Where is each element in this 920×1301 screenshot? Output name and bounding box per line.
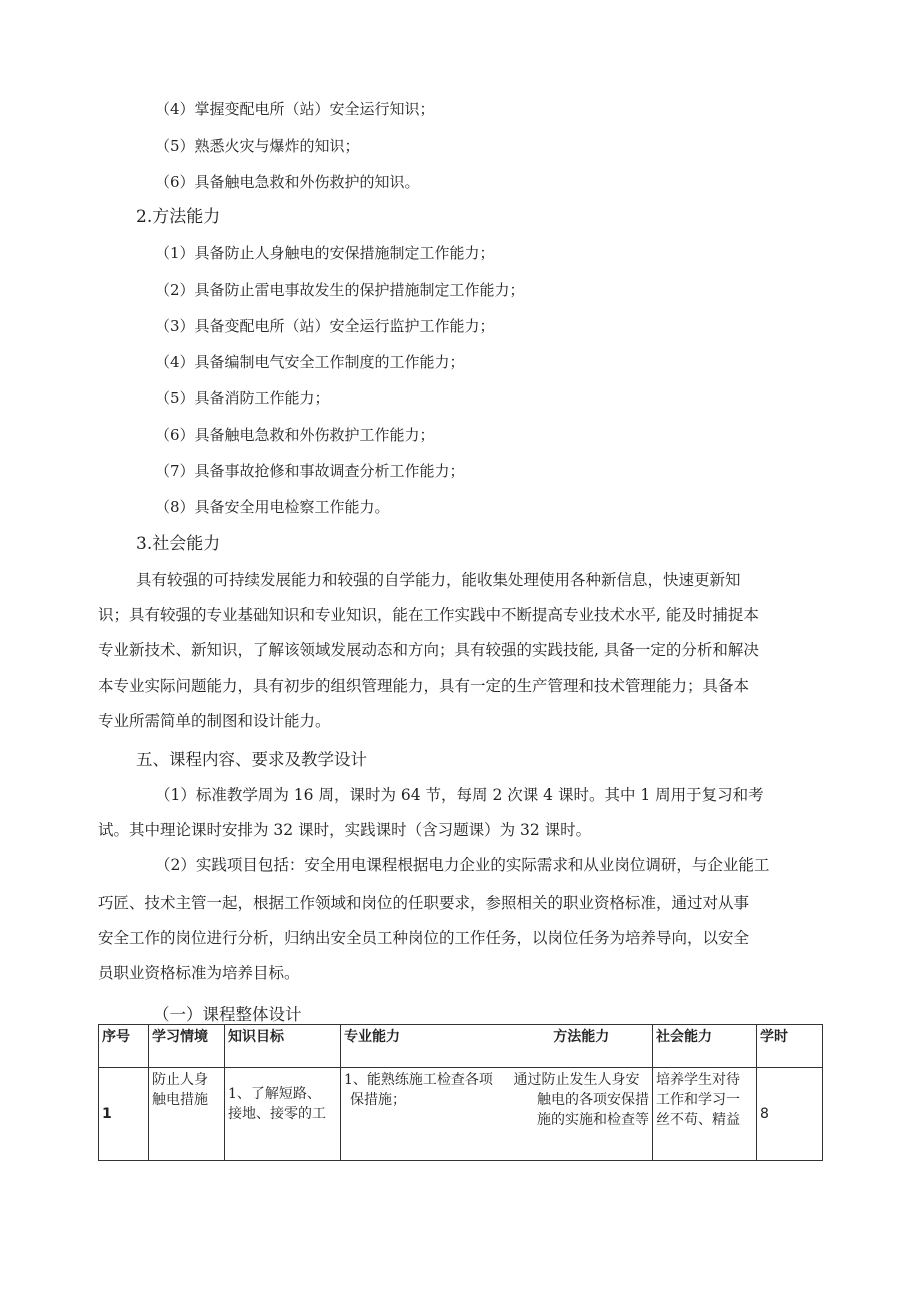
knowledge-item-6: （6）具备触电急救和外伤救护的知识。	[155, 173, 420, 191]
social-paragraph-line-5: 专业所需简单的制图和设计能力。	[98, 712, 331, 730]
para2-line-2: 巧匠、技术主管一起，根据工作领域和岗位的任职要求，参照相关的职业资格标准，通过对从事	[98, 894, 750, 912]
cell-situation	[149, 1068, 225, 1161]
para2-line-3: 安全工作的岗位进行分析，归纳出安全员工种岗位的工作任务，以岗位任务为培养导向，以安全	[98, 929, 750, 947]
method-item-2: （2）具备防止雷电事故发生的保护措施制定工作能力；	[155, 281, 525, 299]
social-paragraph-line-4: 本专业实际问题能力，具有初步的组织管理能力，具有一定的生产管理和技术管理能力；具备本	[98, 677, 750, 695]
para2-line-1: （2）实践项目包括：安全用电课程根据电力企业的实际需求和从业岗位调研，与企业能工	[155, 856, 770, 874]
cell-social-line-1: 培养学生对待	[656, 1072, 740, 1088]
header-situation: 学习情境	[149, 1025, 225, 1068]
cell-professional-line-1: 1、能熟练施工检查各项	[344, 1072, 493, 1088]
method-item-7: （7）具备事故抢修和事故调查分析工作能力；	[155, 462, 465, 480]
method-ability-heading: 2.方法能力	[136, 207, 221, 227]
para1-line-1: （1）标准教学周为 16 周，课时为 64 节，每周 2 次课 4 课时。其中 1 周用于复习和考	[155, 786, 764, 804]
cell-knowledge	[225, 1068, 341, 1161]
cell-method-line-2: 触电的各项安保措	[537, 1092, 649, 1108]
header-professional: 专业能力	[341, 1025, 511, 1068]
cell-social-line-3: 丝不苟、精益	[656, 1112, 740, 1128]
method-item-1: （1）具备防止人身触电的安保措施制定工作能力；	[155, 244, 495, 262]
cell-knowledge-line-1: 1、了解短路、	[228, 1086, 321, 1102]
course-design-heading: （一）课程整体设计	[153, 1005, 302, 1024]
cell-situation-line-2: 触电措施	[152, 1092, 208, 1108]
para2-line-4: 员职业资格标准为培养目标。	[98, 964, 300, 982]
section-5-heading: 五、课程内容、要求及教学设计	[136, 750, 367, 769]
cell-professional	[341, 1068, 511, 1161]
method-item-8: （8）具备安全用电检察工作能力。	[155, 498, 390, 516]
knowledge-item-4: （4）掌握变配电所（站）安全运行知识；	[155, 100, 435, 118]
cell-social-line-2: 工作和学习一	[656, 1092, 740, 1108]
header-hours: 学时	[757, 1025, 823, 1068]
social-paragraph-line-1: 具有较强的可持续发展能力和较强的自学能力，能收集处理使用各种新信息，快速更新知	[136, 571, 741, 589]
cell-knowledge-line-2: 接地、接零的工	[228, 1106, 326, 1122]
cell-method-line-3: 施的实施和检查等	[537, 1112, 649, 1128]
social-ability-heading: 3.社会能力	[136, 534, 221, 554]
method-item-4: （4）具备编制电气安全工作制度的工作能力；	[155, 353, 465, 371]
social-paragraph-line-3: 专业新技术、新知识，了解该领域发展动态和方向；具有较强的实践技能, 具备一定的分析和解决	[98, 641, 759, 659]
para1-line-2: 试。其中理论课时安排为 32 课时，实践课时（含习题课）为 32 课时。	[98, 821, 592, 839]
header-seq: 序号	[99, 1025, 149, 1068]
cell-method-line-1: 通过防止发生人身安	[513, 1072, 640, 1088]
cell-situation-line-1: 防止人身	[152, 1072, 208, 1088]
method-item-6: （6）具备触电急救和外伤救护工作能力；	[155, 426, 435, 444]
social-paragraph-line-2: 识；具有较强的专业基础知识和专业知识，能在工作实践中不断提高专业技术水平, 能及时捕捉本	[98, 606, 759, 624]
course-design-table	[98, 1024, 823, 1161]
method-item-3: （3）具备变配电所（站）安全运行监护工作能力；	[155, 317, 495, 335]
method-item-5: （5）具备消防工作能力；	[155, 389, 330, 407]
header-method: 方法能力	[511, 1025, 653, 1068]
header-social: 社会能力	[653, 1025, 757, 1068]
cell-hours: 8	[757, 1068, 823, 1161]
cell-seq: 1	[99, 1068, 149, 1161]
cell-professional-line-2: 保措施；	[350, 1092, 406, 1108]
knowledge-item-5: （5）熟悉火灾与爆炸的知识；	[155, 137, 360, 155]
table-header-row	[99, 1025, 823, 1068]
cell-method	[511, 1068, 653, 1161]
cell-social	[653, 1068, 757, 1161]
header-knowledge: 知识目标	[225, 1025, 341, 1068]
table-row	[99, 1068, 823, 1161]
